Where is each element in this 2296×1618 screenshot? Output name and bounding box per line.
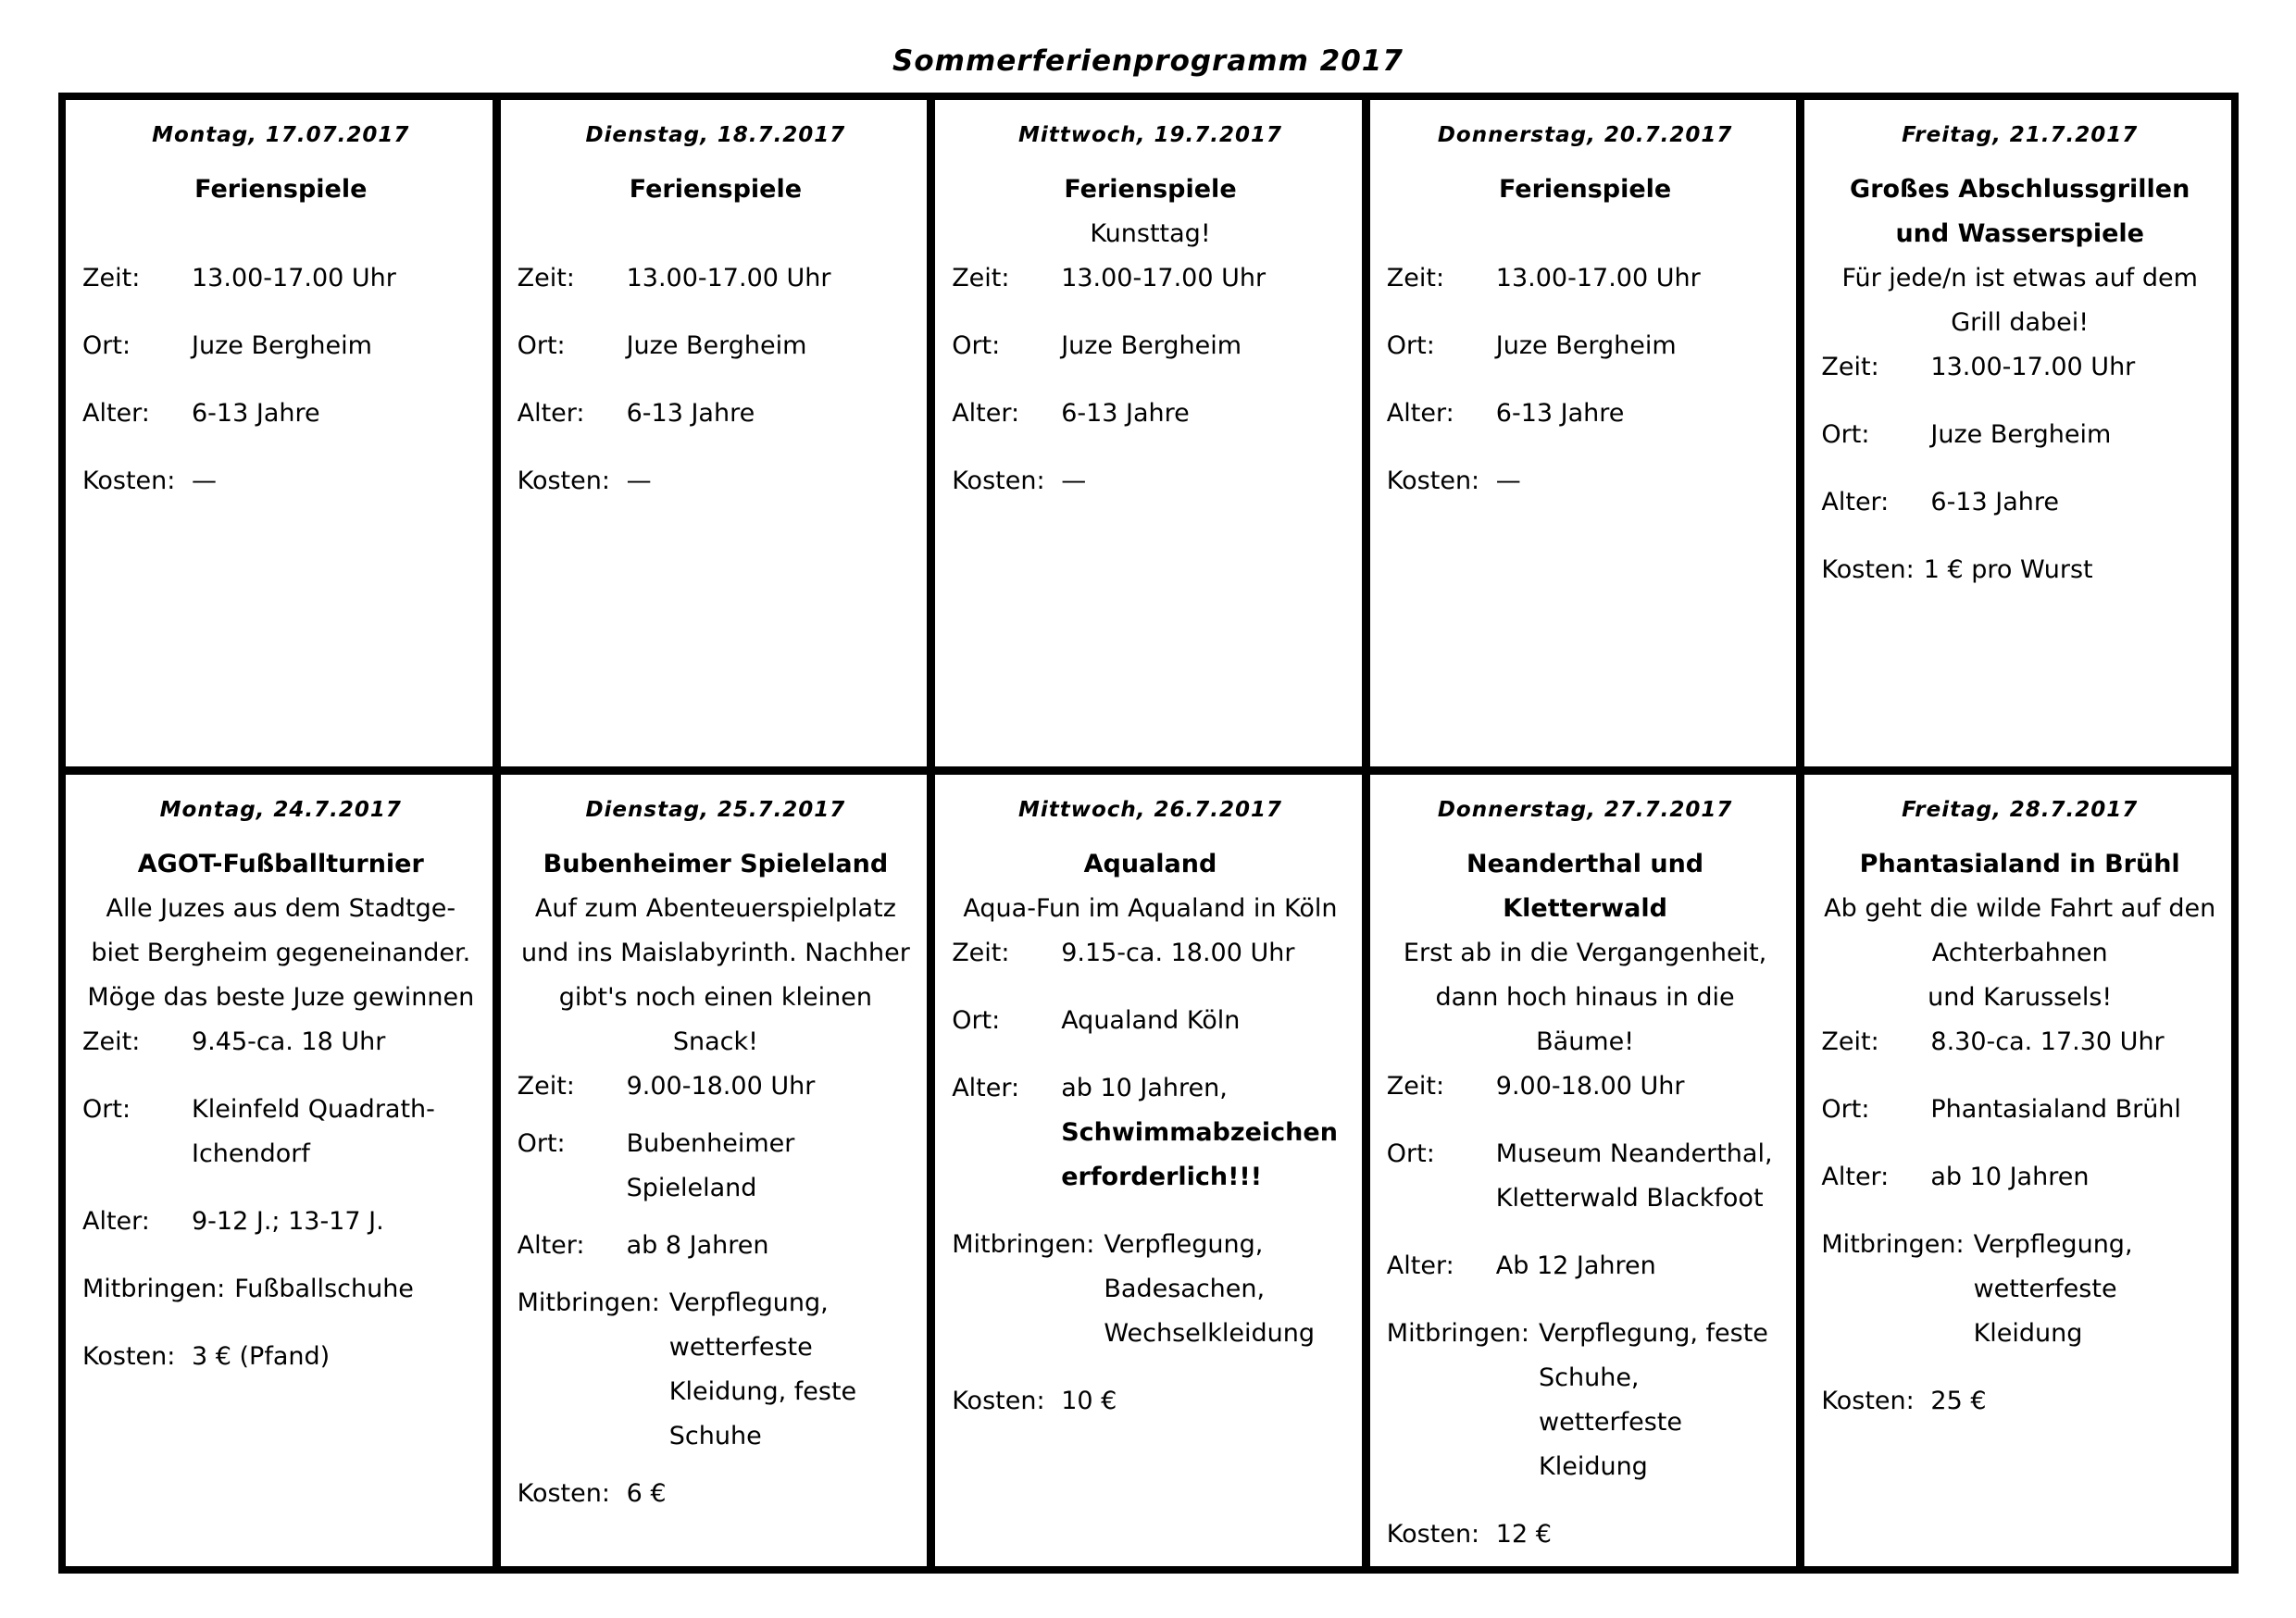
alter-value: 6-13 Jahre — [626, 398, 755, 428]
day-heading: Donnerstag, 27.7.2017 — [1437, 798, 1733, 823]
mitbringen-row — [1821, 1223, 2218, 1356]
ort-row — [82, 1088, 480, 1176]
zeit-row — [1821, 1020, 2218, 1064]
ort-row — [952, 324, 1349, 368]
alter-row — [952, 392, 1349, 436]
day-cell-thursday-2 — [1370, 775, 1797, 1566]
ort-value: Juze Bergheim — [1495, 330, 1677, 360]
alter-value: ab 10 Jahren, — [1061, 1074, 1228, 1102]
ort-row — [518, 324, 915, 368]
alter-label: Alter: — [1821, 1163, 1890, 1191]
alter-label: Alter: — [82, 1207, 150, 1236]
alter-row — [518, 392, 915, 436]
zeit-label: Zeit: — [952, 939, 1010, 967]
alter-value: 9-12 J.; 13-17 J. — [192, 1207, 384, 1236]
zeit-row — [952, 256, 1349, 301]
kosten-row — [952, 459, 1349, 504]
event-description: Alle Juzes aus dem Stadtge-biet Bergheim gegeneinander. Möge das beste Juze gewinnen — [87, 894, 475, 1012]
alter-label: Alter: — [517, 398, 585, 428]
zeit-label: Zeit: — [82, 263, 141, 292]
zeit-value: 13.00-17.00 Uhr — [192, 263, 396, 292]
zeit-label: Zeit: — [1386, 263, 1445, 292]
ort-label: Ort: — [1821, 419, 1870, 449]
kosten-value: 25 € — [1930, 1387, 1987, 1415]
kosten-value: 12 € — [1495, 1520, 1552, 1549]
event-title: Großes Abschlussgrillen und Wasserspiele — [1850, 174, 2190, 248]
zeit-value: 13.00-17.00 Uhr — [1061, 263, 1267, 292]
day-cell-wednesday-2 — [935, 775, 1362, 1566]
kosten-row — [82, 1335, 480, 1379]
zeit-label: Zeit: — [1821, 1027, 1879, 1056]
alter-value: 6-13 Jahre — [192, 398, 320, 428]
event-title: AGOT-Fußballturnier — [137, 850, 424, 878]
event-title: Aqualand — [1083, 850, 1217, 878]
mitbringen-value: Verpflegung, wetterfeste Kleidung — [1973, 1230, 2133, 1348]
program-table — [58, 93, 2239, 1574]
kosten-value: — — [1495, 466, 1521, 495]
kosten-row — [82, 459, 480, 504]
alter-label: Alter: — [1821, 487, 1890, 517]
event-title: Ferienspiele — [1498, 174, 1672, 204]
day-heading: Freitag, 21.7.2017 — [1902, 123, 2139, 147]
alter-row — [1387, 392, 1784, 436]
zeit-value: 13.00-17.00 Uhr — [1930, 352, 2136, 381]
zeit-label: Zeit: — [517, 263, 575, 292]
kosten-row — [1821, 1379, 2218, 1424]
mitbringen-row — [518, 1281, 915, 1459]
event-description: Kunsttag! — [1090, 218, 1211, 248]
alter-row — [1387, 1244, 1784, 1288]
ort-value: Juze Bergheim — [1061, 330, 1242, 360]
ort-label: Ort: — [517, 1129, 566, 1158]
day-heading: Montag, 17.07.2017 — [152, 123, 410, 147]
ort-row — [518, 1122, 915, 1211]
zeit-row — [1387, 1064, 1784, 1109]
alter-row — [1821, 1155, 2218, 1200]
zeit-label: Zeit: — [1821, 352, 1879, 381]
kosten-label: Kosten: — [952, 466, 1045, 495]
ort-label: Ort: — [82, 1095, 131, 1124]
day-heading: Mittwoch, 19.7.2017 — [1017, 123, 1283, 147]
day-cell-thursday-1 — [1370, 100, 1797, 766]
day-heading: Freitag, 28.7.2017 — [1902, 798, 2139, 823]
kosten-label: Kosten: — [1386, 1520, 1480, 1549]
zeit-value: 8.30-ca. 17.30 Uhr — [1930, 1027, 2165, 1056]
zeit-row — [82, 256, 480, 301]
event-description: Ab geht die wilde Fahrt auf den Achterbahnen — [1824, 894, 2216, 967]
event-title: Bubenheimer Spieleland — [543, 850, 889, 878]
ort-label: Ort: — [1386, 1139, 1435, 1168]
kosten-row — [1821, 548, 2218, 592]
ort-label: Ort: — [1821, 1095, 1870, 1124]
ort-value: Bubenheimer Spieleland — [626, 1129, 795, 1202]
ort-label: Ort: — [952, 330, 1001, 360]
ort-label: Ort: — [1386, 330, 1435, 360]
day-cell-friday-2 — [1804, 775, 2231, 1566]
kosten-value: — — [1061, 466, 1087, 495]
day-cell-monday-1 — [66, 100, 493, 766]
kosten-label: Kosten: — [952, 1387, 1045, 1415]
alter-label: Alter: — [517, 1231, 585, 1260]
zeit-value: 9.45-ca. 18 Uhr — [192, 1027, 386, 1056]
ort-row — [1821, 413, 2218, 457]
mitbringen-value: Verpflegung, Badesachen, Wechselkleidung — [1104, 1230, 1316, 1348]
mitbringen-label: Mitbringen: — [517, 1288, 660, 1317]
kosten-row — [518, 459, 915, 504]
event-title: Ferienspiele — [194, 174, 368, 204]
event-description: Erst ab in die Vergangenheit, dann hoch hinaus in die Bäume! — [1403, 939, 1767, 1056]
kosten-label: Kosten: — [517, 1479, 610, 1508]
alter-row — [1821, 480, 2218, 525]
day-heading: Dienstag, 18.7.2017 — [585, 123, 846, 147]
event-title: Neanderthal und Kletterwald — [1466, 850, 1704, 923]
ort-row — [952, 999, 1349, 1043]
alter-row — [82, 1200, 480, 1244]
zeit-row — [518, 1064, 915, 1109]
ort-row — [1387, 1132, 1784, 1221]
mitbringen-value: Verpflegung, wetterfeste Kleidung, feste Schuhe — [668, 1288, 857, 1450]
zeit-value: 13.00-17.00 Uhr — [626, 263, 831, 292]
kosten-row — [952, 1379, 1349, 1424]
zeit-value: 13.00-17.00 Uhr — [1495, 263, 1701, 292]
ort-row — [82, 324, 480, 368]
day-cell-monday-2 — [66, 775, 493, 1566]
zeit-row — [518, 256, 915, 301]
event-title: Ferienspiele — [629, 174, 803, 204]
alter-value: 6-13 Jahre — [1495, 398, 1625, 428]
day-cell-friday-1 — [1804, 100, 2231, 766]
kosten-value: — — [192, 466, 217, 495]
mitbringen-row — [82, 1267, 480, 1312]
ort-value: Kleinfeld Quadrath-Ichendorf — [192, 1095, 435, 1168]
kosten-label: Kosten: — [1821, 1387, 1915, 1415]
page-title: Sommerferienprogramm 2017 — [892, 44, 1404, 78]
kosten-label: Kosten: — [1386, 466, 1480, 495]
day-heading: Donnerstag, 20.7.2017 — [1437, 123, 1733, 147]
day-heading: Dienstag, 25.7.2017 — [585, 798, 846, 823]
mitbringen-row — [1387, 1312, 1784, 1489]
kosten-label: Kosten: — [517, 466, 610, 495]
alter-value: Ab 12 Jahren — [1495, 1251, 1656, 1280]
alter-row — [82, 392, 480, 436]
alter-row — [952, 1066, 1349, 1200]
alter-value: 6-13 Jahre — [1061, 398, 1190, 428]
zeit-label: Zeit: — [1386, 1072, 1445, 1101]
kosten-value: 1 € pro Wurst — [1923, 554, 2093, 584]
ort-value: Juze Bergheim — [626, 330, 807, 360]
ort-value: Juze Bergheim — [1930, 419, 2112, 449]
day-cell-tuesday-2 — [501, 775, 928, 1566]
zeit-row — [1387, 256, 1784, 301]
zeit-label: Zeit: — [952, 263, 1010, 292]
alter-value: ab 10 Jahren — [1930, 1163, 2090, 1191]
mitbringen-label: Mitbringen: — [1386, 1319, 1529, 1348]
ort-row — [1387, 324, 1784, 368]
kosten-value: — — [626, 466, 652, 495]
kosten-row — [1387, 1512, 1784, 1557]
day-cell-wednesday-1 — [935, 100, 1362, 766]
mitbringen-value: Verpflegung, feste Schuhe, wetterfeste Kleidung — [1539, 1319, 1768, 1481]
event-title: Ferienspiele — [1064, 174, 1237, 204]
alter-row — [518, 1224, 915, 1268]
zeit-value: 9.00-18.00 Uhr — [626, 1072, 816, 1101]
zeit-row — [1821, 345, 2218, 390]
kosten-row — [1387, 459, 1784, 504]
alter-label: Alter: — [1386, 398, 1454, 428]
ort-value: Aqualand Köln — [1061, 1006, 1241, 1035]
zeit-row — [82, 1020, 480, 1064]
alter-label: Alter: — [1386, 1251, 1454, 1280]
mitbringen-value: Fußballschuhe — [234, 1275, 414, 1303]
zeit-row — [952, 931, 1349, 976]
day-heading: Montag, 24.7.2017 — [159, 798, 402, 823]
alter-value: ab 8 Jahren — [626, 1231, 769, 1260]
alter-label: Alter: — [82, 398, 150, 428]
kosten-value: 3 € (Pfand) — [192, 1342, 331, 1371]
mitbringen-label: Mitbringen: — [1821, 1230, 1965, 1259]
event-description-2: und Karussels! — [1928, 983, 2113, 1012]
kosten-label: Kosten: — [82, 466, 176, 495]
event-description: Auf zum Abenteuerspielplatz und ins Maislabyrinth. Nachher gibt's noch einen kleinen Snack! — [520, 894, 910, 1056]
kosten-label: Kosten: — [1821, 554, 1915, 584]
event-description: Aqua-Fun im Aqualand in Köln — [963, 894, 1338, 923]
alter-note: Schwimmabzeichen erforderlich!!! — [1061, 1118, 1338, 1191]
kosten-row — [518, 1472, 915, 1516]
ort-value: Phantasialand Brühl — [1930, 1095, 2181, 1124]
day-cell-tuesday-1 — [501, 100, 928, 766]
alter-label: Alter: — [952, 1074, 1020, 1102]
ort-row — [1821, 1088, 2218, 1132]
mitbringen-row — [952, 1223, 1349, 1356]
ort-value: Museum Neanderthal, Kletterwald Blackfoot — [1495, 1139, 1773, 1213]
kosten-label: Kosten: — [82, 1342, 176, 1371]
mitbringen-label: Mitbringen: — [952, 1230, 1095, 1259]
mitbringen-label: Mitbringen: — [82, 1275, 226, 1303]
day-heading: Mittwoch, 26.7.2017 — [1017, 798, 1283, 823]
kosten-value: 6 € — [626, 1479, 667, 1508]
ort-label: Ort: — [517, 330, 566, 360]
ort-value: Juze Bergheim — [192, 330, 372, 360]
ort-label: Ort: — [952, 1006, 1001, 1035]
zeit-value: 9.00-18.00 Uhr — [1495, 1072, 1685, 1101]
kosten-value: 10 € — [1061, 1387, 1117, 1415]
zeit-value: 9.15-ca. 18.00 Uhr — [1061, 939, 1295, 967]
zeit-label: Zeit: — [517, 1072, 575, 1101]
event-title: Phantasialand in Brühl — [1859, 850, 2180, 878]
event-description: Für jede/n ist etwas auf dem Grill dabei! — [1841, 263, 2198, 337]
ort-label: Ort: — [82, 330, 131, 360]
alter-value: 6-13 Jahre — [1930, 487, 2059, 517]
zeit-label: Zeit: — [82, 1027, 141, 1056]
alter-label: Alter: — [952, 398, 1020, 428]
